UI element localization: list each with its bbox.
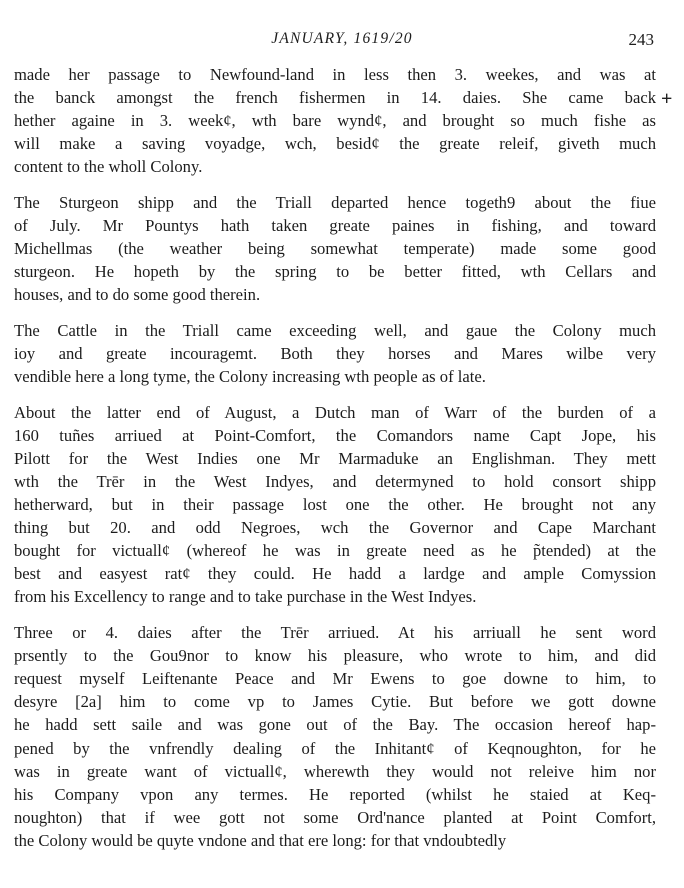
text-line: pened by the vnfrendly dealing of the Inhitantȼ of Keqnoughton, for he bbox=[14, 738, 656, 758]
text-line: will make a saving voyadge, wch, besidȼ the greate releif, giveth much bbox=[14, 134, 656, 154]
text-line: bought for victuallȼ (whereof he was in greate need as he p̃tended) at the bbox=[14, 541, 656, 561]
page-header bbox=[0, 28, 684, 52]
text-line: the Colony would be quyte vndone and that ere long: for that vndoubtedly bbox=[14, 830, 507, 850]
text-line: from his Excellency to range and to take purchase in the West Indyes. bbox=[14, 587, 477, 607]
text-line: vendible here a long tyme, the Colony increasing wth people as of late. bbox=[14, 367, 486, 387]
text-line: content to the wholl Colony. bbox=[14, 157, 203, 177]
text-line: made her passage to Newfound-land in less then 3. weekes, and was at bbox=[14, 65, 656, 84]
text-line: ioy and greate incouragemt. Both they horses and Mares wilbe very bbox=[14, 344, 656, 364]
text-line: About the latter end of August, a Dutch man of Warr of the burden of a bbox=[14, 402, 656, 422]
text-line: The Sturgeon shipp and the Triall departed hence togeth9 about the fiue bbox=[14, 192, 656, 212]
text-line: Michellmas (the weather being somewhat temperate) made some good bbox=[14, 239, 656, 259]
body-text bbox=[14, 63, 656, 865]
text-line: hetherward, but in their passage lost one the other. He brought not any bbox=[14, 495, 656, 515]
text-line: of July. Mr Pountys hath taken greate paines in fishing, and toward bbox=[14, 216, 656, 236]
text-line: The Cattle in the Triall came exceeding well, and gaue the Colony much bbox=[14, 320, 656, 340]
text-line: Three or 4. daies after the Trēr arriued. At his arriuall he sent word bbox=[14, 623, 656, 643]
text-line: 160 tuñes arriued at Point-Comfort, the Comandors name Capt Jope, his bbox=[14, 425, 656, 445]
running-head: JANUARY, 1619/20 bbox=[271, 30, 413, 47]
text-line: desyre [2a] him to come vp to James Cytie. But before we gott downe bbox=[14, 692, 656, 712]
paragraph bbox=[14, 401, 656, 609]
text-line: thing but 20. and odd Negroes, wch the Governor and Cape Marchant bbox=[14, 518, 656, 538]
paragraph bbox=[14, 319, 656, 388]
text-line: noughton) that if wee gott not some Ord'nance planted at Point Comfort, bbox=[14, 807, 656, 827]
paragraph bbox=[14, 63, 656, 178]
text-line: wth the Trēr in the West Indyes, and determyned to hold consort shipp bbox=[14, 472, 656, 491]
text-line: request myself Leiftenante Peace and Mr Ewens to goe downe to him, to bbox=[14, 669, 656, 689]
text-line: best and easyest ratȼ they could. He hadd a lardge and ample Comyssion bbox=[14, 564, 656, 584]
text-line: houses, and to do some good therein. bbox=[14, 285, 261, 305]
margin-mark: + bbox=[661, 88, 673, 110]
text-line: he hadd sett saile and was gone out of the Bay. The occasion hereof hap- bbox=[14, 715, 656, 735]
paragraph bbox=[14, 191, 656, 306]
text-line: prsently to the Gou9nor to know his pleasure, who wrote to him, and did bbox=[14, 646, 656, 666]
text-line: the banck amongst the french fishermen in 14. daies. She came back bbox=[14, 88, 656, 108]
text-line: Pilott for the West Indies one Mr Marmaduke an Englishman. They mett bbox=[14, 448, 656, 468]
text-line: sturgeon. He hopeth by the spring to be better fitted, wth Cellars and bbox=[14, 262, 656, 282]
text-line: his Company vpon any termes. He reported (whilst he staied at Keq- bbox=[14, 784, 656, 804]
text-line: was in greate want of victuallȼ, wherewth they would not releive him nor bbox=[14, 761, 656, 781]
page-number: 243 bbox=[628, 30, 654, 49]
text-line: hether againe in 3. weekȼ, wth bare wyndȼ, and brought so much fishe as bbox=[14, 111, 656, 131]
paragraph bbox=[14, 621, 656, 852]
